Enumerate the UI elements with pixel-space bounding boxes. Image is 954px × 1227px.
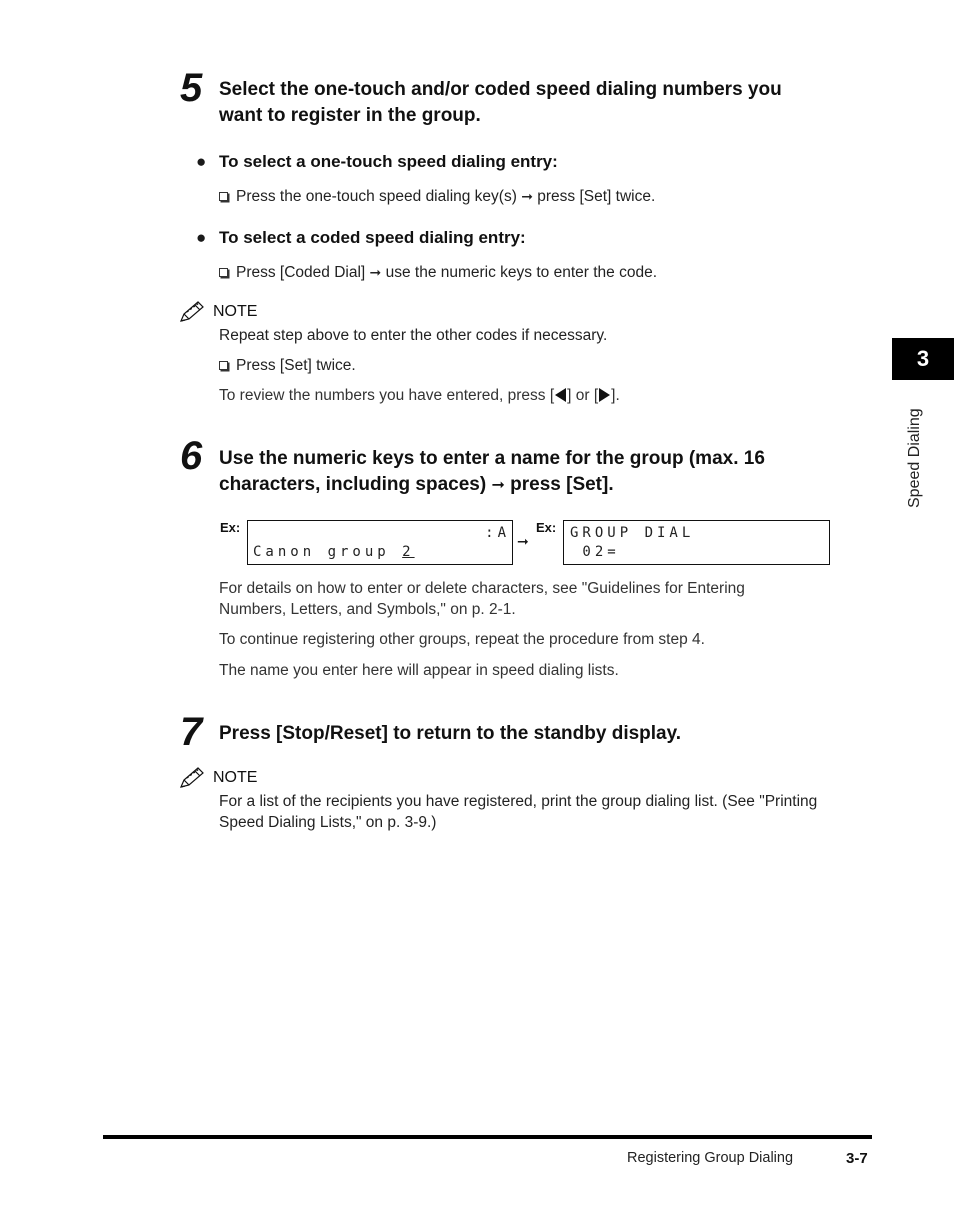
step-6-paragraph-1-line-2: Numbers, Letters, and Symbols," on p. 2-1. (219, 601, 516, 618)
left-triangle-icon (555, 388, 566, 402)
step-5-title-line-2: want to register in the group. (219, 105, 481, 126)
instruction-one-touch-a: Press the one-touch speed dialing key(s) (236, 188, 517, 205)
step-6-number: 6 (180, 434, 203, 478)
bullet-dot: ● (196, 152, 207, 171)
instruction-one-touch-b: press [Set] twice. (537, 188, 656, 205)
page-number: 3-7 (846, 1150, 868, 1167)
footer-section-title: Registering Group Dialing (627, 1150, 794, 1166)
step-7-number: 7 (180, 710, 203, 754)
chapter-side-label: Speed Dialing (906, 408, 923, 508)
note-2-line-1: For a list of the recipients you have registered, print the group dialing list. (See "Printing (219, 793, 818, 810)
lcd-1-line-1: :A (485, 525, 510, 541)
step-6-paragraph-2: To continue registering other groups, repeat the procedure from step 4. (219, 631, 705, 648)
step-6-title-line-1: Use the numeric keys to enter a name for the group (max. 16 (219, 448, 765, 469)
note-1-line-3-a: To review the numbers you have entered, press [ (219, 387, 555, 404)
arrow-icon: ➞ (369, 265, 382, 281)
checkbox-icon (219, 192, 228, 201)
bullet-dot: ● (196, 228, 207, 247)
step-5-title (219, 77, 859, 129)
lcd-1-line-2-a: Canon group (253, 544, 403, 560)
note-1-line-3-c: ]. (611, 387, 620, 404)
note-label: NOTE (213, 303, 258, 320)
note-1-line-2 (219, 355, 356, 376)
arrow-icon: ➞ (521, 189, 533, 205)
arrow-icon: ➞ (491, 475, 505, 494)
instruction-coded-a: Press [Coded Dial] (236, 264, 366, 281)
lcd-display-name-entry (247, 520, 513, 565)
pencil-note-icon (179, 766, 209, 790)
note-1-line-3-b: ] or [ (567, 387, 599, 404)
example-label-1: Ex: (220, 520, 241, 535)
bullet-heading-one-touch: To select a one-touch speed dialing entry: (219, 152, 558, 171)
right-triangle-icon (599, 388, 610, 402)
footer-rule (103, 1135, 872, 1139)
note-1-line-3 (219, 385, 620, 406)
step-5-title-line-1: Select the one-touch and/or coded speed dialing numbers you (219, 79, 782, 100)
step-5-number: 5 (180, 66, 203, 110)
arrow-icon: ➞ (517, 534, 529, 550)
step-6-paragraph-3: The name you enter here will appear in speed dialing lists. (219, 662, 619, 679)
step-6-title (219, 446, 859, 498)
step-6-title-line-2-a: characters, including spaces) (219, 474, 487, 495)
lcd-1-line-2 (253, 544, 415, 560)
step-7-title: Press [Stop/Reset] to return to the standby display. (219, 723, 682, 744)
step-6-title-line-2-b: press [Set]. (510, 474, 614, 495)
checkbox-icon (219, 268, 228, 277)
instruction-coded (219, 262, 657, 284)
step-6-paragraph-1 (219, 578, 859, 620)
bullet-heading-coded: To select a coded speed dialing entry: (219, 228, 526, 247)
pencil-note-icon (179, 300, 209, 324)
note-2-line-2: Speed Dialing Lists," on p. 3-9.) (219, 814, 437, 831)
note-1-line-2-text: Press [Set] twice. (236, 357, 356, 374)
note-1-line-1: Repeat step above to enter the other codes if necessary. (219, 327, 608, 344)
example-label-2: Ex: (536, 520, 557, 535)
note-2-text (219, 791, 869, 833)
chapter-tab: 3 (892, 338, 954, 380)
lcd-2-line-2: 02= (570, 544, 620, 560)
instruction-one-touch (219, 186, 655, 208)
lcd-1-cursor: 2 (402, 544, 415, 560)
lcd-2-line-1: GROUP DIAL (570, 525, 695, 541)
note-label: NOTE (213, 769, 258, 786)
step-6-title-line-2 (219, 472, 859, 498)
step-6-paragraph-1-line-1: For details on how to enter or delete characters, see "Guidelines for Entering (219, 580, 745, 597)
checkbox-icon (219, 361, 228, 370)
instruction-coded-b: use the numeric keys to enter the code. (385, 264, 657, 281)
lcd-display-group-dial (563, 520, 830, 565)
